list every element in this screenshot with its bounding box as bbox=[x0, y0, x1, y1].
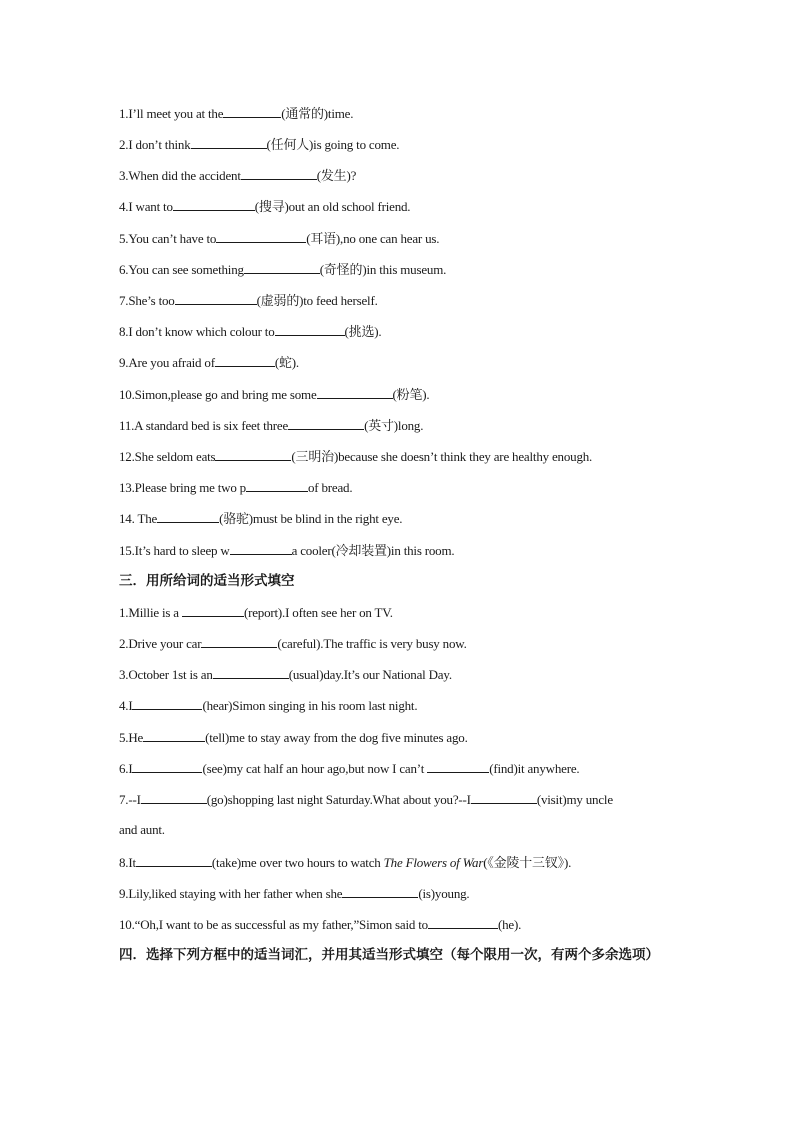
answer-blank[interactable] bbox=[215, 448, 291, 461]
answer-blank[interactable] bbox=[215, 354, 275, 367]
question-text: 7.--I bbox=[119, 792, 141, 807]
question-hint: (搜寻)out an old school friend. bbox=[254, 199, 411, 214]
question-s2-1 bbox=[119, 105, 754, 122]
question-s2-3 bbox=[119, 167, 754, 184]
movie-title: The Flowers of War bbox=[383, 855, 484, 870]
question-text: (take)me over two hours to watch bbox=[211, 855, 384, 870]
question-s2-9 bbox=[119, 354, 754, 371]
question-s3-7 bbox=[119, 791, 754, 808]
question-hint: (find)it anywhere. bbox=[489, 761, 580, 776]
question-text: 11.A standard bed is six feet three bbox=[119, 418, 289, 433]
answer-blank[interactable] bbox=[317, 386, 393, 399]
question-text: 3.When did the accident bbox=[119, 168, 241, 183]
answer-blank[interactable] bbox=[173, 198, 255, 211]
question-text: 2.I don’t think bbox=[119, 137, 191, 152]
answer-blank[interactable] bbox=[223, 105, 281, 118]
answer-blank[interactable] bbox=[427, 760, 489, 773]
question-text: 9.Lily,liked staying with her father when she bbox=[119, 886, 343, 901]
question-s2-10 bbox=[119, 386, 754, 403]
question-text: 8.I don’t know which colour to bbox=[119, 324, 275, 339]
question-text: 8.It bbox=[119, 855, 136, 870]
answer-blank[interactable] bbox=[213, 666, 289, 679]
answer-blank[interactable] bbox=[244, 261, 320, 274]
question-hint: (骆驼)must be blind in the right eye. bbox=[219, 511, 403, 526]
question-s3-5 bbox=[119, 729, 754, 746]
question-s2-13 bbox=[119, 479, 754, 496]
question-hint: (《金陵十三钗》). bbox=[483, 855, 572, 870]
question-s2-15 bbox=[119, 542, 754, 559]
question-s3-9 bbox=[119, 885, 754, 902]
question-hint: (通常的)time. bbox=[281, 106, 354, 121]
question-hint: (奇怪的)in this museum. bbox=[319, 262, 447, 277]
question-hint: (任何人)is going to come. bbox=[266, 137, 400, 152]
answer-blank[interactable] bbox=[182, 604, 244, 617]
question-s2-6 bbox=[119, 261, 754, 278]
question-s3-2 bbox=[119, 635, 754, 652]
answer-blank[interactable] bbox=[275, 323, 345, 336]
question-hint: (report).I often see her on TV. bbox=[243, 605, 393, 620]
question-text: 1.I’ll meet you at the bbox=[119, 106, 224, 121]
question-hint: (usual)day.It’s our National Day. bbox=[288, 667, 452, 682]
question-s2-8 bbox=[119, 323, 754, 340]
question-s3-1 bbox=[119, 604, 754, 621]
answer-blank[interactable] bbox=[141, 791, 207, 804]
question-text: 4.I want to bbox=[119, 199, 173, 214]
answer-blank[interactable] bbox=[136, 854, 212, 867]
question-text: 13.Please bring me two p bbox=[119, 480, 246, 495]
answer-blank[interactable] bbox=[132, 760, 202, 773]
question-s3-6 bbox=[119, 760, 754, 777]
question-hint: (耳语),no one can hear us. bbox=[306, 231, 440, 246]
answer-blank[interactable] bbox=[471, 791, 537, 804]
question-text: 15.It’s hard to sleep w bbox=[119, 543, 230, 558]
question-s3-10 bbox=[119, 916, 754, 933]
answer-blank[interactable] bbox=[216, 230, 306, 243]
answer-blank[interactable] bbox=[201, 635, 277, 648]
question-hint: (虚弱的)to feed herself. bbox=[256, 293, 378, 308]
question-s2-14 bbox=[119, 510, 754, 527]
question-s3-4 bbox=[119, 697, 754, 714]
question-text: 12.She seldom eats bbox=[119, 449, 216, 464]
question-hint: (挑选). bbox=[344, 324, 382, 339]
question-text: 10.“Oh,I want to be as successful as my father,”Simon said to bbox=[119, 917, 428, 932]
question-text: 6.I bbox=[119, 761, 133, 776]
answer-blank[interactable] bbox=[143, 729, 205, 742]
question-text: 10.Simon,please go and bring me some bbox=[119, 387, 317, 402]
question-text: 1.Millie is a bbox=[119, 605, 179, 620]
question-hint: (visit)my uncle bbox=[536, 792, 613, 807]
question-text: 6.You can see something bbox=[119, 262, 244, 277]
question-s3-8 bbox=[119, 854, 754, 871]
question-text: 5.He bbox=[119, 730, 144, 745]
question-hint: (tell)me to stay away from the dog five minutes ago. bbox=[205, 730, 468, 745]
answer-blank[interactable] bbox=[246, 479, 308, 492]
question-text: 4.I bbox=[119, 698, 133, 713]
answer-blank[interactable] bbox=[241, 167, 317, 180]
question-hint: a cooler(冷却装置)in this room. bbox=[291, 543, 455, 558]
question-s2-11 bbox=[119, 417, 754, 434]
question-s2-4 bbox=[119, 198, 754, 215]
question-text: 9.Are you afraid of bbox=[119, 355, 215, 370]
answer-blank[interactable] bbox=[342, 885, 418, 898]
question-text: (go)shopping last night Saturday.What about you?--I bbox=[206, 792, 471, 807]
question-hint: (三明治)because she doesn’t think they are healthy enough. bbox=[291, 449, 593, 464]
answer-blank[interactable] bbox=[132, 697, 202, 710]
answer-blank[interactable] bbox=[191, 136, 267, 149]
question-hint: (is)young. bbox=[418, 886, 470, 901]
question-s2-5 bbox=[119, 230, 754, 247]
question-text: 14. The bbox=[119, 511, 158, 526]
answer-blank[interactable] bbox=[157, 510, 219, 523]
question-hint: (蛇). bbox=[274, 355, 299, 370]
question-hint: (粉笔). bbox=[392, 387, 430, 402]
question-text: (see)my cat half an hour ago,but now I can’t bbox=[202, 761, 425, 776]
section-heading-3: 三．用所给词的适当形式填空 bbox=[119, 573, 295, 589]
answer-blank[interactable] bbox=[230, 542, 292, 555]
section-heading-4: 四．选择下列方框中的适当词汇，并用其适当形式填空（每个限用一次，有两个多余选项） bbox=[119, 947, 659, 963]
answer-blank[interactable] bbox=[175, 292, 257, 305]
answer-blank[interactable] bbox=[288, 417, 364, 430]
question-hint: (发生)? bbox=[316, 168, 357, 183]
question-s3-7-cont bbox=[119, 822, 754, 838]
question-hint: (he). bbox=[497, 917, 522, 932]
question-s3-3 bbox=[119, 666, 754, 683]
question-text: 2.Drive your car bbox=[119, 636, 202, 651]
question-s2-12 bbox=[119, 448, 754, 465]
question-text: 3.October 1st is an bbox=[119, 667, 213, 682]
answer-blank[interactable] bbox=[428, 916, 498, 929]
question-text: 5.You can’t have to bbox=[119, 231, 217, 246]
question-hint: (英寸)long. bbox=[364, 418, 424, 433]
question-s2-2 bbox=[119, 136, 754, 153]
question-hint: (hear)Simon singing in his room last night. bbox=[202, 698, 418, 713]
question-text: and aunt. bbox=[119, 822, 165, 837]
question-text: 7.She’s too bbox=[119, 293, 175, 308]
question-hint: (careful).The traffic is very busy now. bbox=[277, 636, 467, 651]
question-s2-7 bbox=[119, 292, 754, 309]
question-hint: of bread. bbox=[307, 480, 353, 495]
